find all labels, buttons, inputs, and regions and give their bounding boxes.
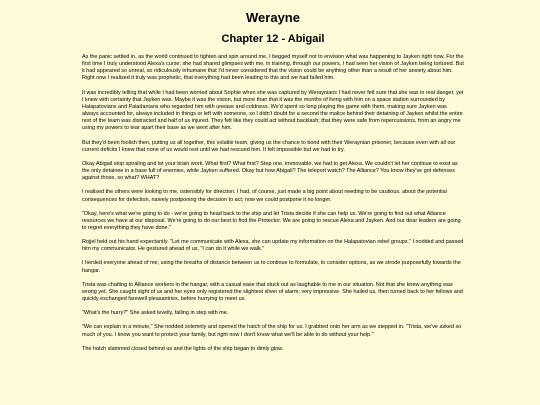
paragraph: The hatch slammed closed behind us and the lights of the ship began to dimly glow. — [82, 345, 284, 352]
paragraph: Rojjel held out his hand expectantly. "Let me communicate with Alexa, she can update my information on the Halapatovian rebel groups." I nodded and passed him my communicator. He gestured ahead of us, "I can do it while we walk." — [82, 239, 464, 253]
paragraph: Trista was chatting to Alliance workers in the hangar, with a casual ease that stuck out as laughable to me in our situation. Not that she knew anything was wrong yet. She caught sight of us and her eyes only registered the slightest sliver of alarm; very impressive. She hailed us, then turned back to her fellows and quickly exchanged farewell pleasantries, before hurrying to meet us. — [82, 281, 463, 303]
paragraph: "We can explain in a minute," She nodded solemnly and opened the hatch of the ship for us. I grabbed onto her arm as we stepped in. "Trista, we've asked so much of you. I know you want to protect your family, but right now I don't know what we'll be able to do without your help." — [82, 324, 462, 338]
paragraph: It was incredibly telling that while I had been worried about Sophie when she was captured by Weraynians I had never felt sure that she was in real danger, yet I knew with certainty that Jayken was. Maybe it was the vision, but more than that it was the months of living with him on a space station surrounded by Halapatovians and Paladanians who regarded him with unease and coldness. We'd spent so long playing the game with them, making sure Jayken was always accounted for, always included in things or left with someone, so I didn't doubt for a second the malice behind their detaining of Jayken whilst the entire rest of the team was distracted and half of us injured. They felt like they could act without backlash; that they were safe from repercussions, from an angry me using my powers to tear apart their base as we went after him. — [82, 89, 464, 132]
paragraph: "Okay, here's what we're going to do - we're going to head back to the ship and let Trista decide if she can help us. We're going to find out what Alliance resources we have at our disposal. We're going to do our best to find the Protector. We are going to rescue Alexa and Jayken. And our dear leaders are going to regret everything they have done." — [82, 210, 461, 231]
paragraph: I herded everyone ahead of me, using the breaths of distance between us to continue to formulate, to consider options, as we strode purposefully towards the hangar. — [82, 260, 461, 274]
paragraph: Okay Abigail stop spiraling and let your brain work. What first? What first? Step one, immovable, we had to get Alexa. We couldn't let her continue to exist as the only detainee in a base full of enemies, while Jayken suffered. Okay but how Abigail? The teleport watch? The Alliance? You know they've got defenses against those, so what? WHAT? — [82, 160, 458, 182]
chapter-title: Chapter 12 - Abigail — [221, 33, 325, 45]
paragraph: As the panic settled in, as the world continued to tighten and spin around me, I begged myself not to envision what was happening to Jayken right now. For the first time I truly understood Alexa's curse; she had shared glimpses with me, in training, through our powers, I had seen her vision of Jayken being tortured. But it had appeared so unreal, so ridiculously inhumane that I'd never considered that the vision could be anything other than a result of her anxiety about him. Right now I realised it truly was prophetic, that everything had been leading to this and we had failed him. — [82, 54, 464, 82]
story-title: Werayne — [246, 10, 300, 25]
paragraph: "What's the hurry?" She asked levelly, falling in step with me. — [82, 310, 229, 317]
paragraph: I realised the others were looking to me, ostensibly for direction. I had, of course, just made a big point about needing to be cautious, about the potential consequences for defection, naively postponing the decision to act; now we could postpone it no longer. — [82, 189, 447, 203]
paragraph: But they'd been foolish then, putting us all together, this volatile team, giving us the chance to bond with their Weraynian prisoner, because even with all our current deficits I knew that none of us would rest until we had rescued him. It felt impossible but we had to try. — [82, 139, 456, 153]
